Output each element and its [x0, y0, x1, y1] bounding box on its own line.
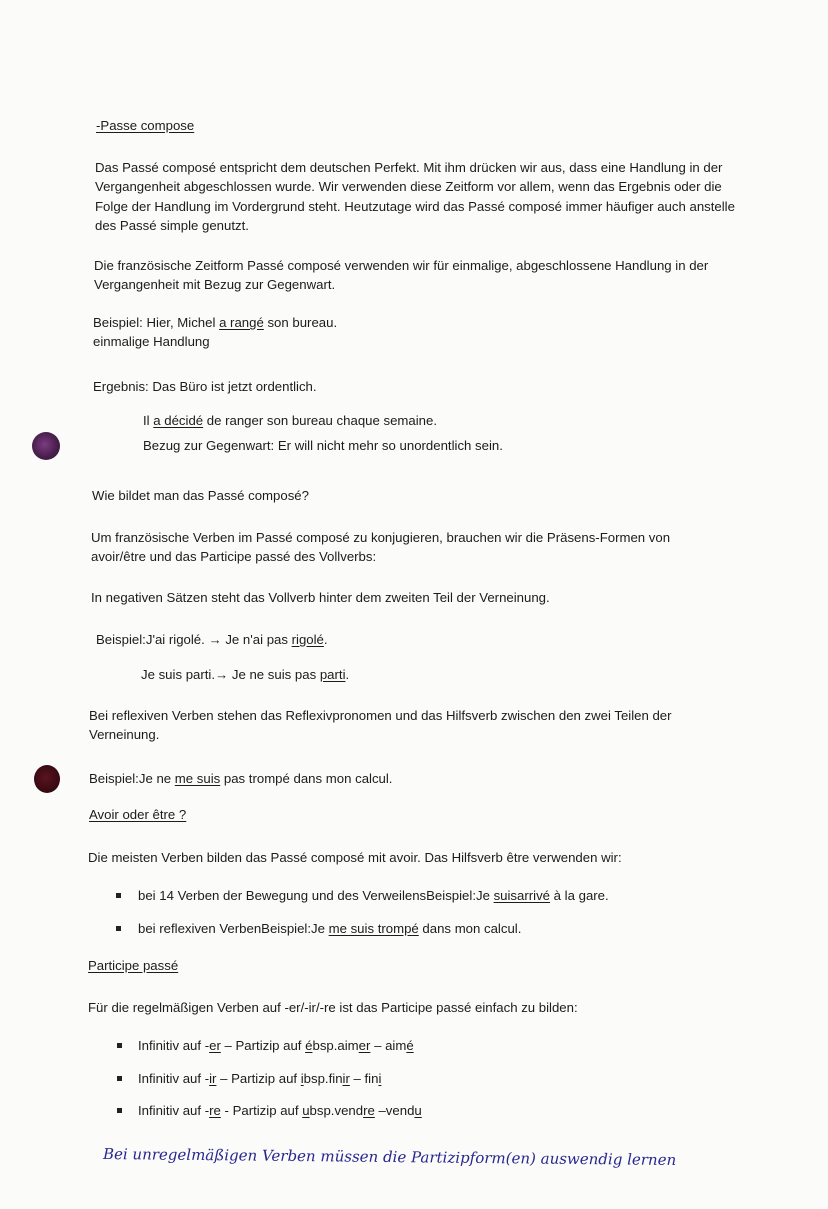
- section-heading-participe: Participe passé: [88, 958, 179, 973]
- avoir-paragraph: Die meisten Verben bilden das Passé composé mit avoir. Das Hilfsverb être verwenden wir:: [88, 850, 622, 865]
- participe-bullet-3: [138, 1101, 422, 1120]
- bullet-ending: i: [300, 1071, 304, 1086]
- bullet-verb: me suis trompé: [328, 921, 419, 936]
- bullet-text: Infinitiv auf -: [138, 1038, 210, 1053]
- bullet-ending: er: [209, 1038, 221, 1053]
- result-line: Ergebnis: Das Büro ist jetzt ordentlich.: [93, 379, 317, 394]
- example-suffix: .: [323, 632, 328, 647]
- bullet-text: bsp.vend: [309, 1103, 364, 1118]
- bullet-ending: u: [302, 1103, 310, 1118]
- bullet-text: Infinitiv auf -: [138, 1103, 210, 1118]
- participe-bullet-1: [138, 1036, 414, 1055]
- bullet-marker: [117, 1108, 122, 1113]
- usage-paragraph: Die französische Zeitform Passé composé verwenden wir für einmalige, abgeschlossene Handlung in der Vergangenheit mit Bezug zur Gegenwart.: [94, 258, 709, 293]
- example-suffix: .: [345, 667, 350, 682]
- example-sentence-1: [93, 313, 337, 332]
- bullet-text: – fin: [349, 1071, 379, 1086]
- example-note-1: einmalige Handlung: [93, 334, 210, 349]
- intro-paragraph: Das Passé composé entspricht dem deutschen Perfekt. Mit ihm drücken wir aus, dass eine Handlung in der Vergangenheit abgeschlossen wurde. Wir verwenden diese Zeitform vor allem, wenn das Ergebnis oder die Folge der Handlung im Vordergrund steht. Heutzutage wird das Passé composé immer häufiger auch anstelle des Passé simple genutzt.: [95, 160, 735, 233]
- example-prefix: Il: [143, 413, 154, 428]
- formation-paragraph: Um französische Verben im Passé composé zu konjugieren, brauchen wir die Präsens-Formen von avoir/être und das Participe passé des Vollverbs:: [91, 530, 671, 565]
- negation-rule: In negativen Sätzen steht das Vollverb hinter dem zweiten Teil der Verneinung.: [91, 590, 550, 605]
- punch-hole-decoration: [34, 765, 60, 793]
- bullet-ending: ir: [209, 1071, 217, 1086]
- question-heading: Wie bildet man das Passé composé?: [92, 488, 309, 503]
- bullet-ending: re: [209, 1103, 221, 1118]
- bullet-ending: er: [358, 1038, 371, 1053]
- negation-example-2: [141, 665, 349, 684]
- bullet-ending: i: [378, 1071, 382, 1086]
- bullet-suffix: dans mon calcul.: [418, 921, 522, 936]
- bullet-text: – Partizip auf: [220, 1038, 306, 1053]
- section-heading-avoir: Avoir oder être ?: [89, 807, 187, 822]
- bullet-ending: re: [363, 1103, 375, 1118]
- bullet-ending: é: [305, 1038, 313, 1053]
- example-suffix: pas trompé dans mon calcul.: [220, 771, 393, 786]
- example-verb: parti: [319, 667, 346, 682]
- reflexive-example: [89, 769, 392, 788]
- example-suffix: son bureau.: [263, 315, 338, 330]
- bullet-prefix: bei 14 Verben der Bewegung und des VerweilensBeispiel:Je: [138, 888, 494, 903]
- bullet-text: –vend: [374, 1103, 415, 1118]
- bullet-ending: u: [414, 1103, 422, 1118]
- bullet-text: – Partizip auf: [216, 1071, 301, 1086]
- reflexive-rule: Bei reflexiven Verben stehen das Reflexivpronomen und das Hilfsverb zwischen den zwei Teilen der Verneinung.: [89, 708, 672, 743]
- bullet-marker: [117, 1076, 122, 1081]
- example-verb: me suis: [174, 771, 221, 786]
- bullet-text: bsp.fin: [303, 1071, 343, 1086]
- negation-example-1: [96, 630, 328, 649]
- bullet-text: Infinitiv auf -: [138, 1071, 210, 1086]
- handwritten-note: Bei unregelmäßigen Verben müssen die Partizipform(en) auswendig lernen: [102, 1144, 677, 1170]
- example-sentence-2: [143, 411, 437, 430]
- bullet-marker: [117, 1043, 122, 1048]
- bullet-suffix: à la gare.: [550, 888, 609, 903]
- bullet-ending: é: [406, 1038, 414, 1053]
- example-verb: a décidé: [153, 413, 204, 428]
- bullet-marker: [116, 926, 121, 931]
- example-note-2: Bezug zur Gegenwart: Er will nicht mehr so unordentlich sein.: [143, 438, 503, 453]
- example-prefix: Beispiel:Je ne: [89, 771, 175, 786]
- example-verb: a rangé: [219, 315, 264, 330]
- punch-hole-decoration: [32, 432, 60, 460]
- bullet-ending: ir: [342, 1071, 350, 1086]
- bullet-text: bsp.aim: [312, 1038, 359, 1053]
- participe-bullet-2: [138, 1069, 381, 1088]
- example-prefix: Je suis parti.→ Je ne suis pas: [141, 667, 320, 682]
- bullet-text: – aim: [370, 1038, 407, 1053]
- bullet-prefix: bei reflexiven VerbenBeispiel:Je: [138, 921, 329, 936]
- example-suffix: de ranger son bureau chaque semaine.: [203, 413, 437, 428]
- page-title: -Passe compose: [96, 118, 195, 133]
- participe-paragraph: Für die regelmäßigen Verben auf -er/-ir/-re ist das Participe passé einfach zu bilden:: [88, 1000, 578, 1015]
- avoir-bullet-1: [138, 886, 609, 905]
- example-verb: rigolé: [291, 632, 324, 647]
- bullet-verb: suisarrivé: [493, 888, 551, 903]
- example-prefix: Beispiel:J'ai rigolé. → Je n'ai pas: [96, 632, 292, 647]
- avoir-bullet-2: [138, 919, 521, 938]
- bullet-marker: [116, 893, 121, 898]
- example-prefix: Beispiel: Hier, Michel: [93, 315, 220, 330]
- bullet-text: - Partizip auf: [220, 1103, 303, 1118]
